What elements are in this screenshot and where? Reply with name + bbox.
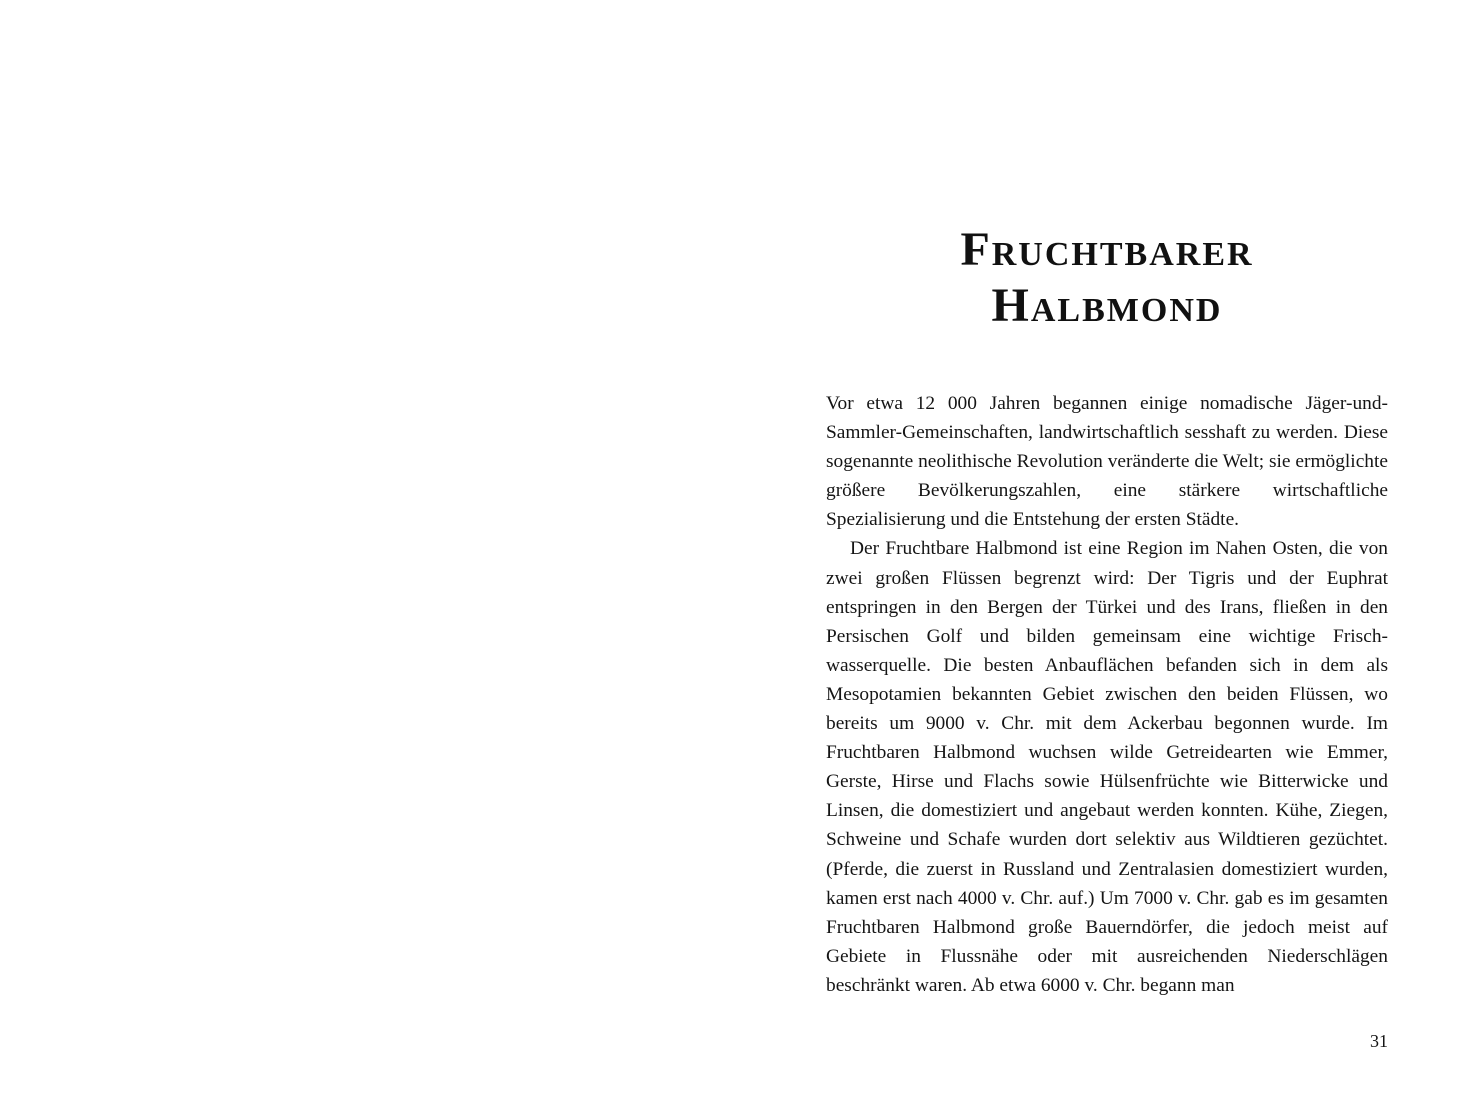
chapter-title [826,222,1388,334]
page-number: 31 [1370,1031,1388,1051]
paragraph-1: Vor etwa 12 000 Jahren begannen einige nomadische Jäger-und-Sammler-Gemeinschaften, landwirtschaftlich sesshaft zu werden. Diese sogenannte neolithische Revolution veränderte die Welt; sie ermöglichte größere Bevölkerungszahlen, eine stärkere wirtschaftliche Spezialisierung und die Entstehung der ersten Städte. [826,393,1388,531]
paragraph-2: Der Fruchtbare Halbmond ist eine Region im Nahen Osten, die von zwei großen Flüssen begrenzt wird: Der Tigris und der Euphrat entspringen in den Bergen der Türkei und des Irans, fließen in den Persischen Golf und bilden gemeinsam eine wichtige Frischwasserquelle. Die besten Anbauflächen befanden sich in dem als Mesopotamien bekannten Gebiet zwischen den beiden Flüssen, wo bereits um 9000 v. Chr. mit dem Ackerbau begonnen wurde. Im Fruchtbaren Halbmond wuchsen wilde Getreidearten wie Emmer, Gerste, Hirse und Flachs sowie Hülsenfrüchte wie Bitterwicke und Linsen, die domestiziert und angebaut werden konnten. Kühe, Ziegen, Schweine und Schafe wurden dort selektiv aus Wildtieren gezüchtet. (Pferde, die zuerst in Russland und Zentralasien domestiziert wurden, kamen erst nach 4000 v. Chr. auf.) Um 7000 v. Chr. gab es im gesamten Fruchtbaren Halbmond große Bauerndörfer, die jedoch meist auf Gebiete in Flussnähe oder mit ausreichenden Niederschlägen beschränkt waren. Ab etwa 6000 v. Chr. begann man [826,538,1388,996]
chapter-title-line-2: Halbmond [991,279,1223,332]
body-text [826,389,1388,1000]
chapter-title-line-1: Fruchtbarer [960,223,1254,276]
